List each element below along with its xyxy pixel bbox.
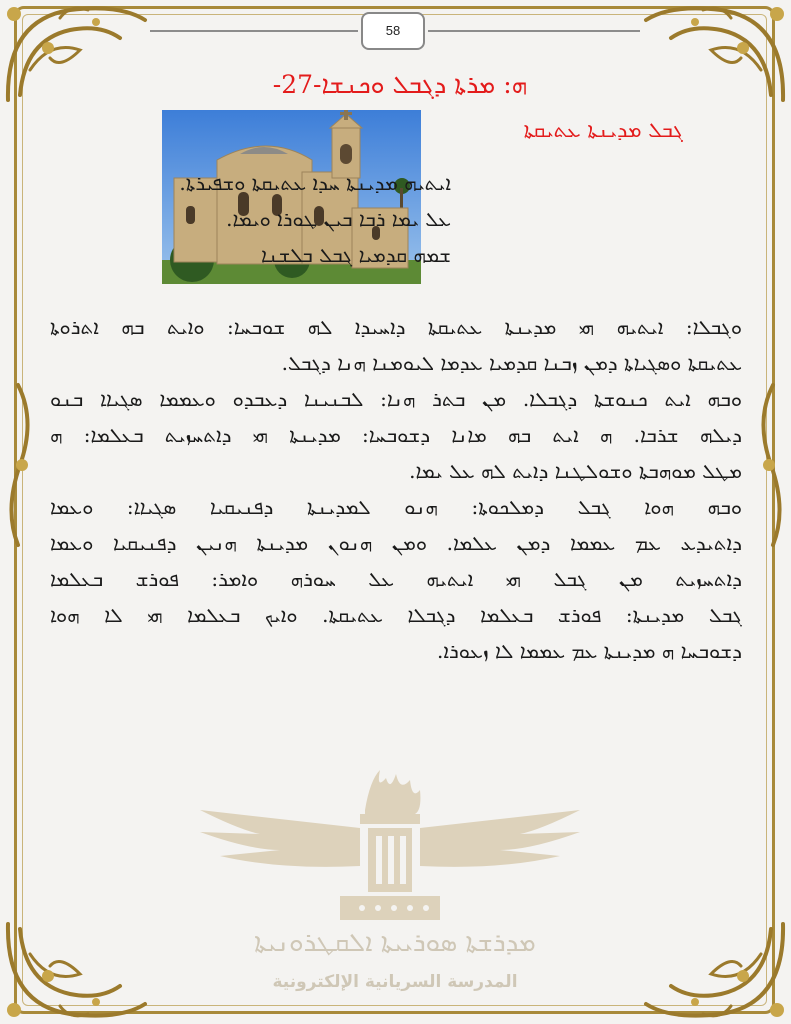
winged-emblem-watermark [200, 770, 580, 930]
school-name-arabic: المدرسة السريانية الإلكترونية [272, 972, 518, 992]
header-rule-left [150, 30, 358, 32]
paragraph [50, 489, 742, 669]
paragraph [50, 381, 742, 489]
paragraph-line: ܕܝܠܗ ܫܪܒܐ. ܗ ܐܝܬ ܒܗ ܡܐܢܐ ܕܫܘܒܚܐ: ܡܕܝܢܬܐ ܗܝ ܕܐܬܚܙܝܬ ܒܥܠܡܐ: ܗ [50, 423, 742, 447]
intro-line: ܫܡܗ ܩܕܡܝܐ ܓܒܠ ܒܠܫܢܐ [260, 243, 451, 267]
paragraph-line: ܡܛܠ ܡܘܗܒܬܐ ܘܫܘܠܛܢܐ ܕܐܝܬ ܠܗ ܥܠ ܝܡܐ. [409, 459, 742, 483]
header-rule-right [428, 30, 640, 32]
paragraph-line: ܘܒܗ ܗܘܐ ܓܒܠ ܕܡܠܟܘܬܐ: ܗܢܘ ܠܡܕܝܢܬܐ ܕܦܢܝܩܝܐ ܣܓܝܐܐ: ܘܥܡܐ [50, 495, 742, 519]
ornament-side-left [0, 380, 38, 550]
paragraph-line: ܕܐܬܝܕܥ ܥܡ ܥܡܡܐ ܕܡܢ ܥܠܡܐ. ܘܡܢ ܗܢܘܢ ܡܕܝܢܬܐ ܗܢܝܢ ܕܦܢܝܩܝܐ ܘܥܡܐ [50, 531, 742, 555]
page-number: 58 [361, 12, 425, 50]
intro-lines [151, 165, 451, 273]
ornament-corner-top-right [641, 0, 791, 110]
ornament-corner-bottom-left [0, 914, 150, 1024]
paragraph-line: ܕܫܘܒܚܐ ܗ ܡܕܝܢܬܐ ܥܡ ܥܡܡܐ ܠܐ ܙܥܘܪܐ. [437, 639, 742, 663]
paragraph-line: ܥܬܝܩܬܐ ܘܣܓܝܐܬܐ ܕܡܢ ܙܒܢܐ ܩܕܡܝܐ ܥܕܡܐ ܠܝܘܡܢܐ ܗܢܐ ܕܓܒܠ. [281, 351, 742, 375]
section-subtitle: ܓܒܠ ܡܕܝܢܬܐ ܥܬܝܩܬܐ [523, 118, 683, 142]
paragraph [50, 309, 742, 381]
ornament-side-right [753, 380, 791, 550]
school-name-syriac: ܡܕܪܫܬܐ ܣܘܪܝܝܬܐ ܐܠܩܛܪܘܢܝܬܐ [254, 928, 536, 958]
paragraph-line: ܘܒܗ ܐܝܬ ܟܢܘܫܬܐ ܕܓܒܠܐ. ܡܢ ܒܬܪ ܗܢܐ: ܠܒܢܝܢܐ ܕܥܒܕܘ ܘܥܡܡܐ ܣܓܝܐܐ ܒܢܘ [50, 387, 742, 411]
paragraph-line: ܘܓܒܠܐ: ܐܝܬܝܗ ܗܝ ܡܕܝܢܬܐ ܥܬܝܩܬܐ ܕܐܚܝܕܐ ܠܗ ܫܘܒܚܐ: ܘܐܝܬ ܒܗ ܐܬܪܘܬܐ [50, 315, 742, 339]
ornament-corner-top-left [0, 0, 150, 110]
intro-line: ܐܝܬܝܗ ܡܕܝܢܬܐ ܚܕܐ ܥܬܝܩܬܐ ܘܫܦܝܪܬܐ. [179, 171, 451, 195]
lesson-title: ܗ: ܡܪܬܐ ܕܓܒܠ ܘܟܢܫܐ-27- [272, 70, 528, 99]
intro-line: ܥܠ ܝܡܐ ܪܒܐ ܒܝܢ ܛܘܪܐ ܘܝܡܐ. [226, 207, 451, 231]
paragraph-line: ܕܐܬܚܙܝܬ ܡܢ ܓܒܠ ܗܝ ܐܝܬܝܗ ܥܠ ܚܘܪܗ ܘܐܡܪ: ܦܘܪܫ ܒܥܠܡܐ [50, 567, 742, 591]
paragraph-line: ܓܒܠ ܡܕܝܢܬܐ: ܦܘܪܫ ܒܥܠܡܐ ܕܓܒܠܐ ܥܬܝܩܬܐ. ܘܐܝܟ ܒܥܠܡܐ ܗܝ ܠܐ ܗܘܐ [50, 603, 742, 627]
body-paragraphs [50, 309, 742, 669]
ornament-corner-bottom-right [641, 914, 791, 1024]
